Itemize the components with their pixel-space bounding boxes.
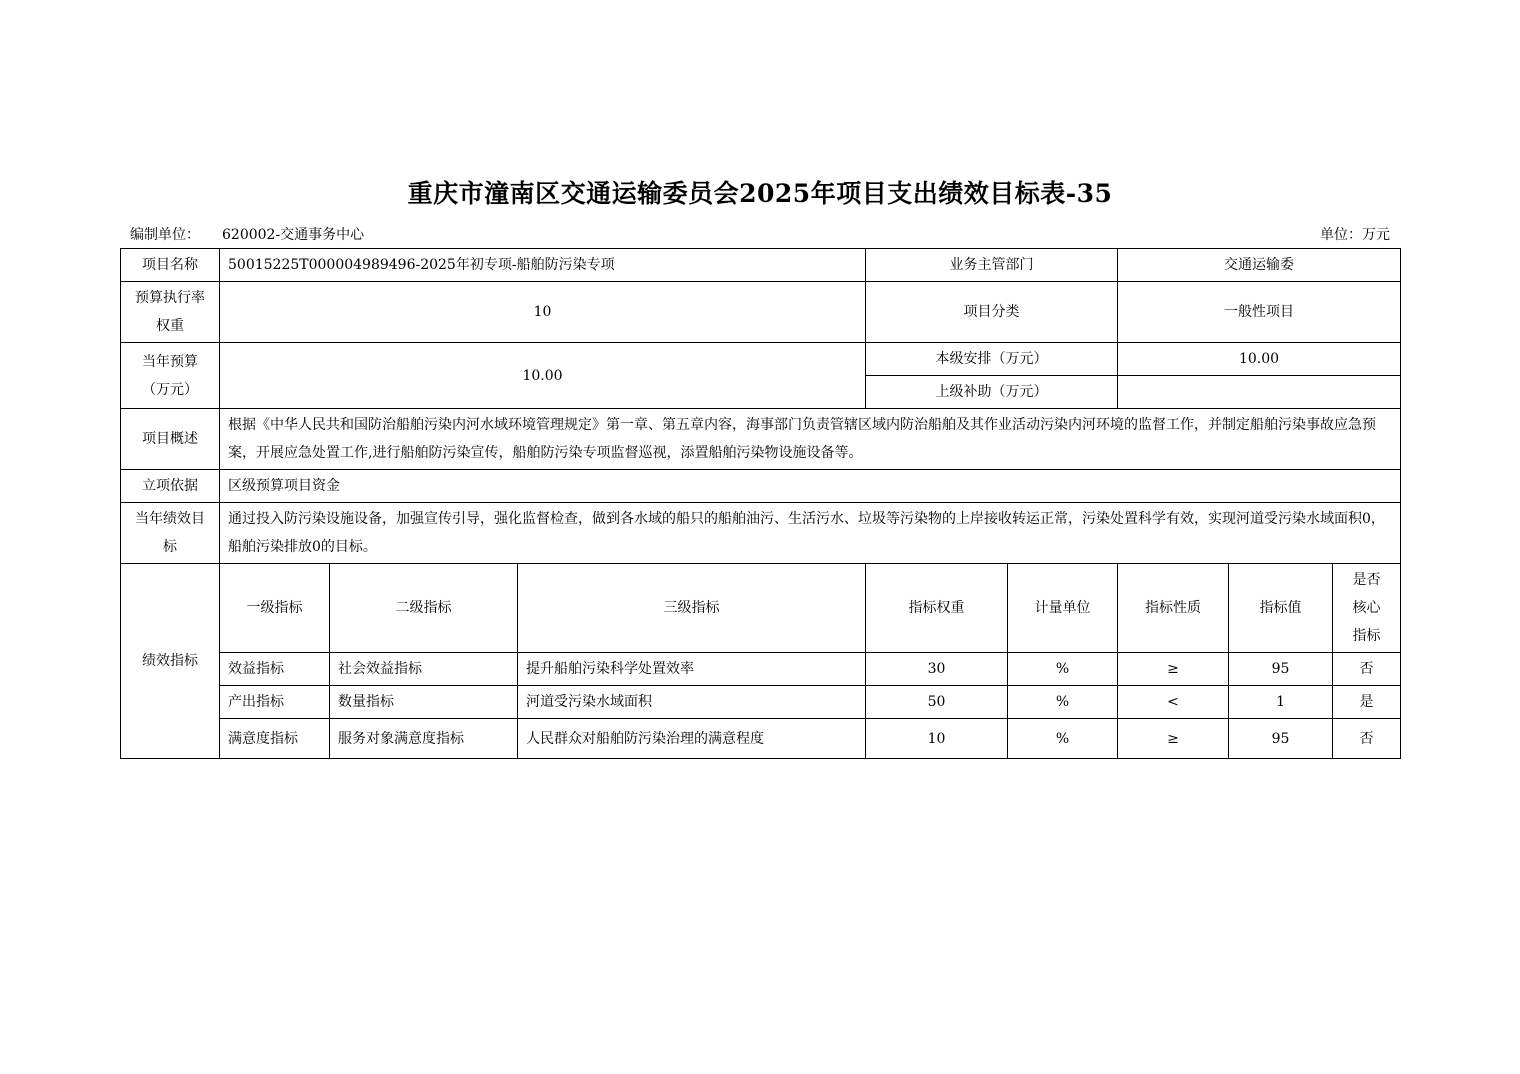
weight-value: 10 [220, 282, 866, 343]
header-cell: 指标权重 [866, 564, 1008, 653]
org-label: 编制单位： [130, 227, 200, 243]
header-cell: 三级指标 [518, 564, 866, 653]
indicator-level2: 数量指标 [330, 686, 518, 719]
indicator-unit: % [1008, 653, 1118, 686]
indicator-value: 1 [1229, 686, 1333, 719]
indicator-level3: 河道受污染水域面积 [518, 686, 866, 719]
org-value: 620002-交通事务中心 [222, 227, 365, 243]
indicator-level1: 产出指标 [220, 686, 330, 719]
overview-value: 根据《中华人民共和国防治船舶污染内河水域环境管理规定》第一章、第五章内容，海事部门负责管辖区域内防治船舶及其作业活动污染内河环境的监督工作，并制定船舶污染事故应急预案，开展应急处置工作,进行船舶防污染宣传，船舶防污染专项监督巡视，添置船舶污染物设施设备等。 [220, 409, 1401, 470]
project-name-label: 项目名称 [121, 249, 220, 282]
header-cell: 二级指标 [330, 564, 518, 653]
category-label: 项目分类 [866, 282, 1118, 343]
project-name-row [121, 249, 1401, 282]
overview-row [121, 409, 1401, 470]
indicator-level1: 满意度指标 [220, 719, 330, 759]
indicator-core: 否 [1333, 719, 1401, 759]
basis-label: 立项依据 [121, 470, 220, 503]
table-row [121, 719, 1401, 759]
dept-label: 业务主管部门 [866, 249, 1118, 282]
weight-label: 预算执行率权重 [121, 282, 220, 343]
table-row [121, 653, 1401, 686]
indicator-value: 95 [1229, 719, 1333, 759]
indicator-nature: ≥ [1118, 653, 1229, 686]
indicator-core: 是 [1333, 686, 1401, 719]
indicator-level2: 服务对象满意度指标 [330, 719, 518, 759]
indicator-nature: < [1118, 686, 1229, 719]
header-cell: 指标性质 [1118, 564, 1229, 653]
header-cell: 计量单位 [1008, 564, 1118, 653]
goal-value: 通过投入防污染设施设备，加强宣传引导，强化监督检查，做到各水域的船只的船舶油污、生活污水、垃圾等污染物的上岸接收转运正常，污染处置科学有效，实现河道受污染水域面积0，船舶污染排放0的目标。 [220, 503, 1401, 564]
indicator-level1: 效益指标 [220, 653, 330, 686]
budget-row [121, 343, 1401, 376]
weight-row [121, 282, 1401, 343]
indicators-section-label: 绩效指标 [121, 564, 220, 759]
category-value: 一般性项目 [1118, 282, 1401, 343]
upper-value [1118, 376, 1401, 409]
indicator-weight: 30 [866, 653, 1008, 686]
indicator-unit: % [1008, 686, 1118, 719]
org-info [130, 224, 364, 244]
indicator-core: 否 [1333, 653, 1401, 686]
budget-label: 当年预算（万元） [121, 343, 220, 409]
goal-label: 当年绩效目标 [121, 503, 220, 564]
upper-label: 上级补助（万元） [866, 376, 1118, 409]
performance-table [120, 248, 1401, 759]
project-name-value: 50015225T000004989496-2025年初专项-船舶防污染专项 [220, 249, 866, 282]
indicator-level3: 人民群众对船舶防污染治理的满意程度 [518, 719, 866, 759]
table-row [121, 686, 1401, 719]
basis-value: 区级预算项目资金 [220, 470, 1401, 503]
local-label: 本级安排（万元） [866, 343, 1118, 376]
dept-value: 交通运输委 [1118, 249, 1401, 282]
overview-label: 项目概述 [121, 409, 220, 470]
goal-row [121, 503, 1401, 564]
indicator-unit: % [1008, 719, 1118, 759]
indicator-level2: 社会效益指标 [330, 653, 518, 686]
indicator-header-row [121, 564, 1401, 653]
basis-row [121, 470, 1401, 503]
indicator-nature: ≥ [1118, 719, 1229, 759]
header-cell: 是否核心指标 [1333, 564, 1401, 653]
indicator-value: 95 [1229, 653, 1333, 686]
header-cell: 一级指标 [220, 564, 330, 653]
page-title: 重庆市潼南区交通运输委员会2025年项目支出绩效目标表-35 [407, 179, 1113, 208]
indicator-level3: 提升船舶污染科学处置效率 [518, 653, 866, 686]
indicator-weight: 50 [866, 686, 1008, 719]
local-value: 10.00 [1118, 343, 1401, 376]
unit-label: 单位：万元 [1320, 227, 1390, 243]
indicator-weight: 10 [866, 719, 1008, 759]
header-cell: 指标值 [1229, 564, 1333, 653]
budget-value: 10.00 [220, 343, 866, 409]
